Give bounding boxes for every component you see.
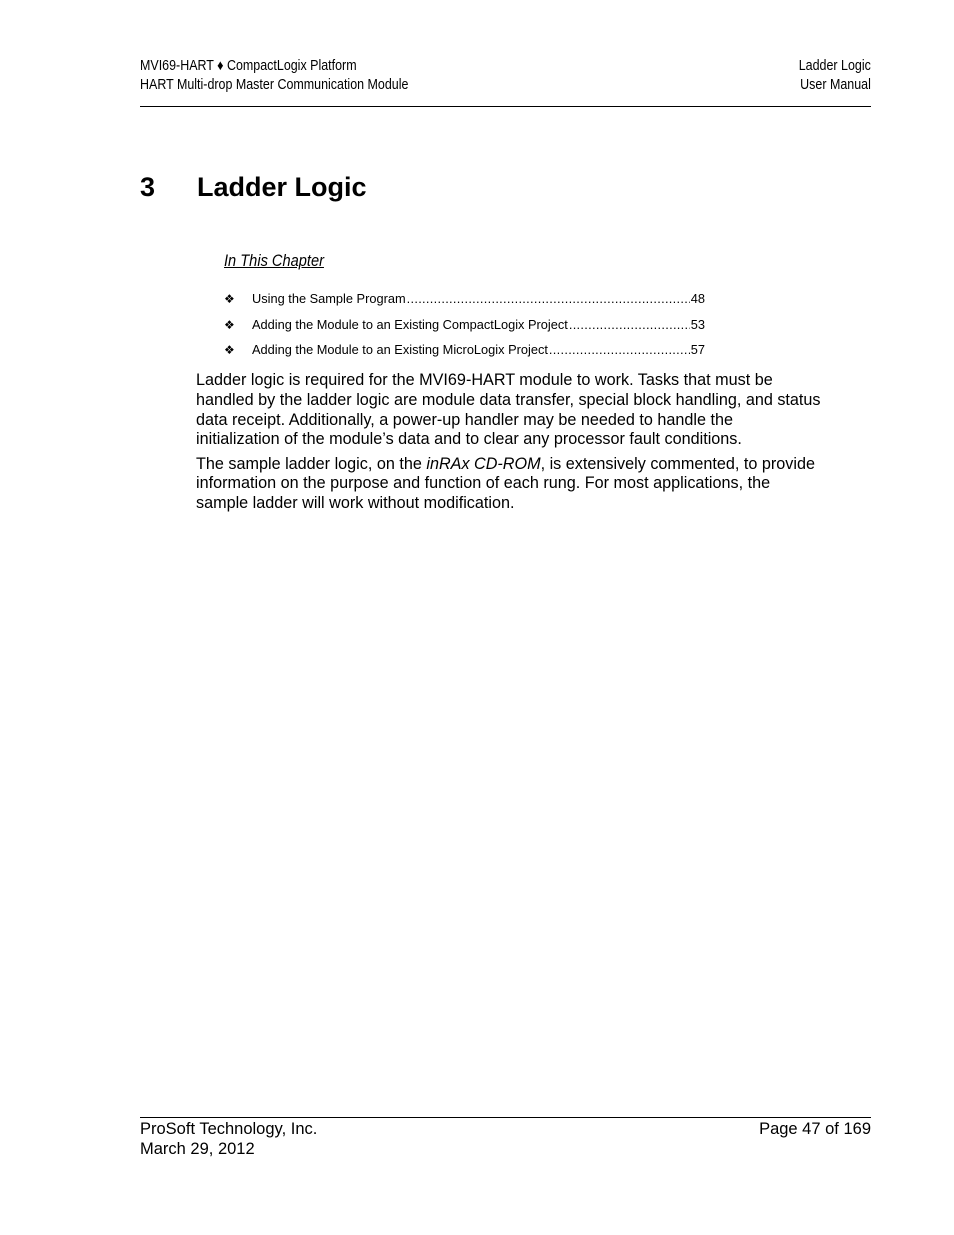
diamond-bullet-icon: ❖ <box>224 317 235 332</box>
toc-item-label: Adding the Module to an Existing MicroLogix Project <box>252 342 548 357</box>
toc-item-page: 48 <box>690 291 705 306</box>
header-product: MVI69-HART ♦ CompactLogix Platform <box>140 58 357 74</box>
page-footer <box>140 1117 871 1158</box>
toc-list <box>224 288 705 365</box>
toc-leader-dots <box>569 314 690 335</box>
footer-company: ProSoft Technology, Inc. <box>140 1120 318 1138</box>
cd-rom-name: inRAx CD-ROM <box>426 454 541 473</box>
header-doc-type: User Manual <box>800 77 871 93</box>
toc-item[interactable] <box>224 339 705 365</box>
toc-item-label: Using the Sample Program <box>252 291 406 306</box>
body-paragraph: Ladder logic is required for the MVI69-HART module to work. Tasks that must be handled by the ladder logic are module data transfer, special block handling, and status data receipt. Additionally, a power-up handler may be needed to handle the initialization of the module’s data and to clear any processor fault conditions. <box>196 371 821 449</box>
toc-leader-dots <box>407 288 690 309</box>
body-paragraph <box>196 455 821 514</box>
header-module: HART Multi-drop Master Communication Module <box>140 77 409 93</box>
footer-left <box>140 1120 317 1159</box>
toc-title: In This Chapter <box>224 251 324 270</box>
body-text-run: The sample ladder logic, on the <box>196 454 427 473</box>
footer-date: March 29, 2012 <box>140 1139 255 1158</box>
toc-item-page: 57 <box>690 342 705 357</box>
chapter-number: 3 <box>140 172 156 202</box>
chapter-title: Ladder Logic <box>197 172 367 202</box>
diamond-bullet-icon: ❖ <box>224 343 235 357</box>
body-text-run: , is extensively commented, to provide information on the purpose and function of each rung. For most applications, the sample ladder will work without modification. <box>196 454 815 513</box>
diamond-bullet-icon: ❖ <box>224 292 235 306</box>
footer-page-number: Page 47 of 169 <box>759 1120 871 1138</box>
page-header <box>140 57 871 107</box>
header-left <box>140 57 452 95</box>
chapter-heading <box>140 170 367 204</box>
toc-leader-dots <box>549 339 690 360</box>
toc-item[interactable] <box>224 314 705 340</box>
body-text <box>196 371 821 519</box>
header-right <box>787 57 871 95</box>
toc-item-page: 53 <box>690 316 705 332</box>
toc-item[interactable] <box>224 288 705 314</box>
toc-item-label: Adding the Module to an Existing CompactLogix Project <box>252 316 568 332</box>
header-section: Ladder Logic <box>798 58 871 74</box>
